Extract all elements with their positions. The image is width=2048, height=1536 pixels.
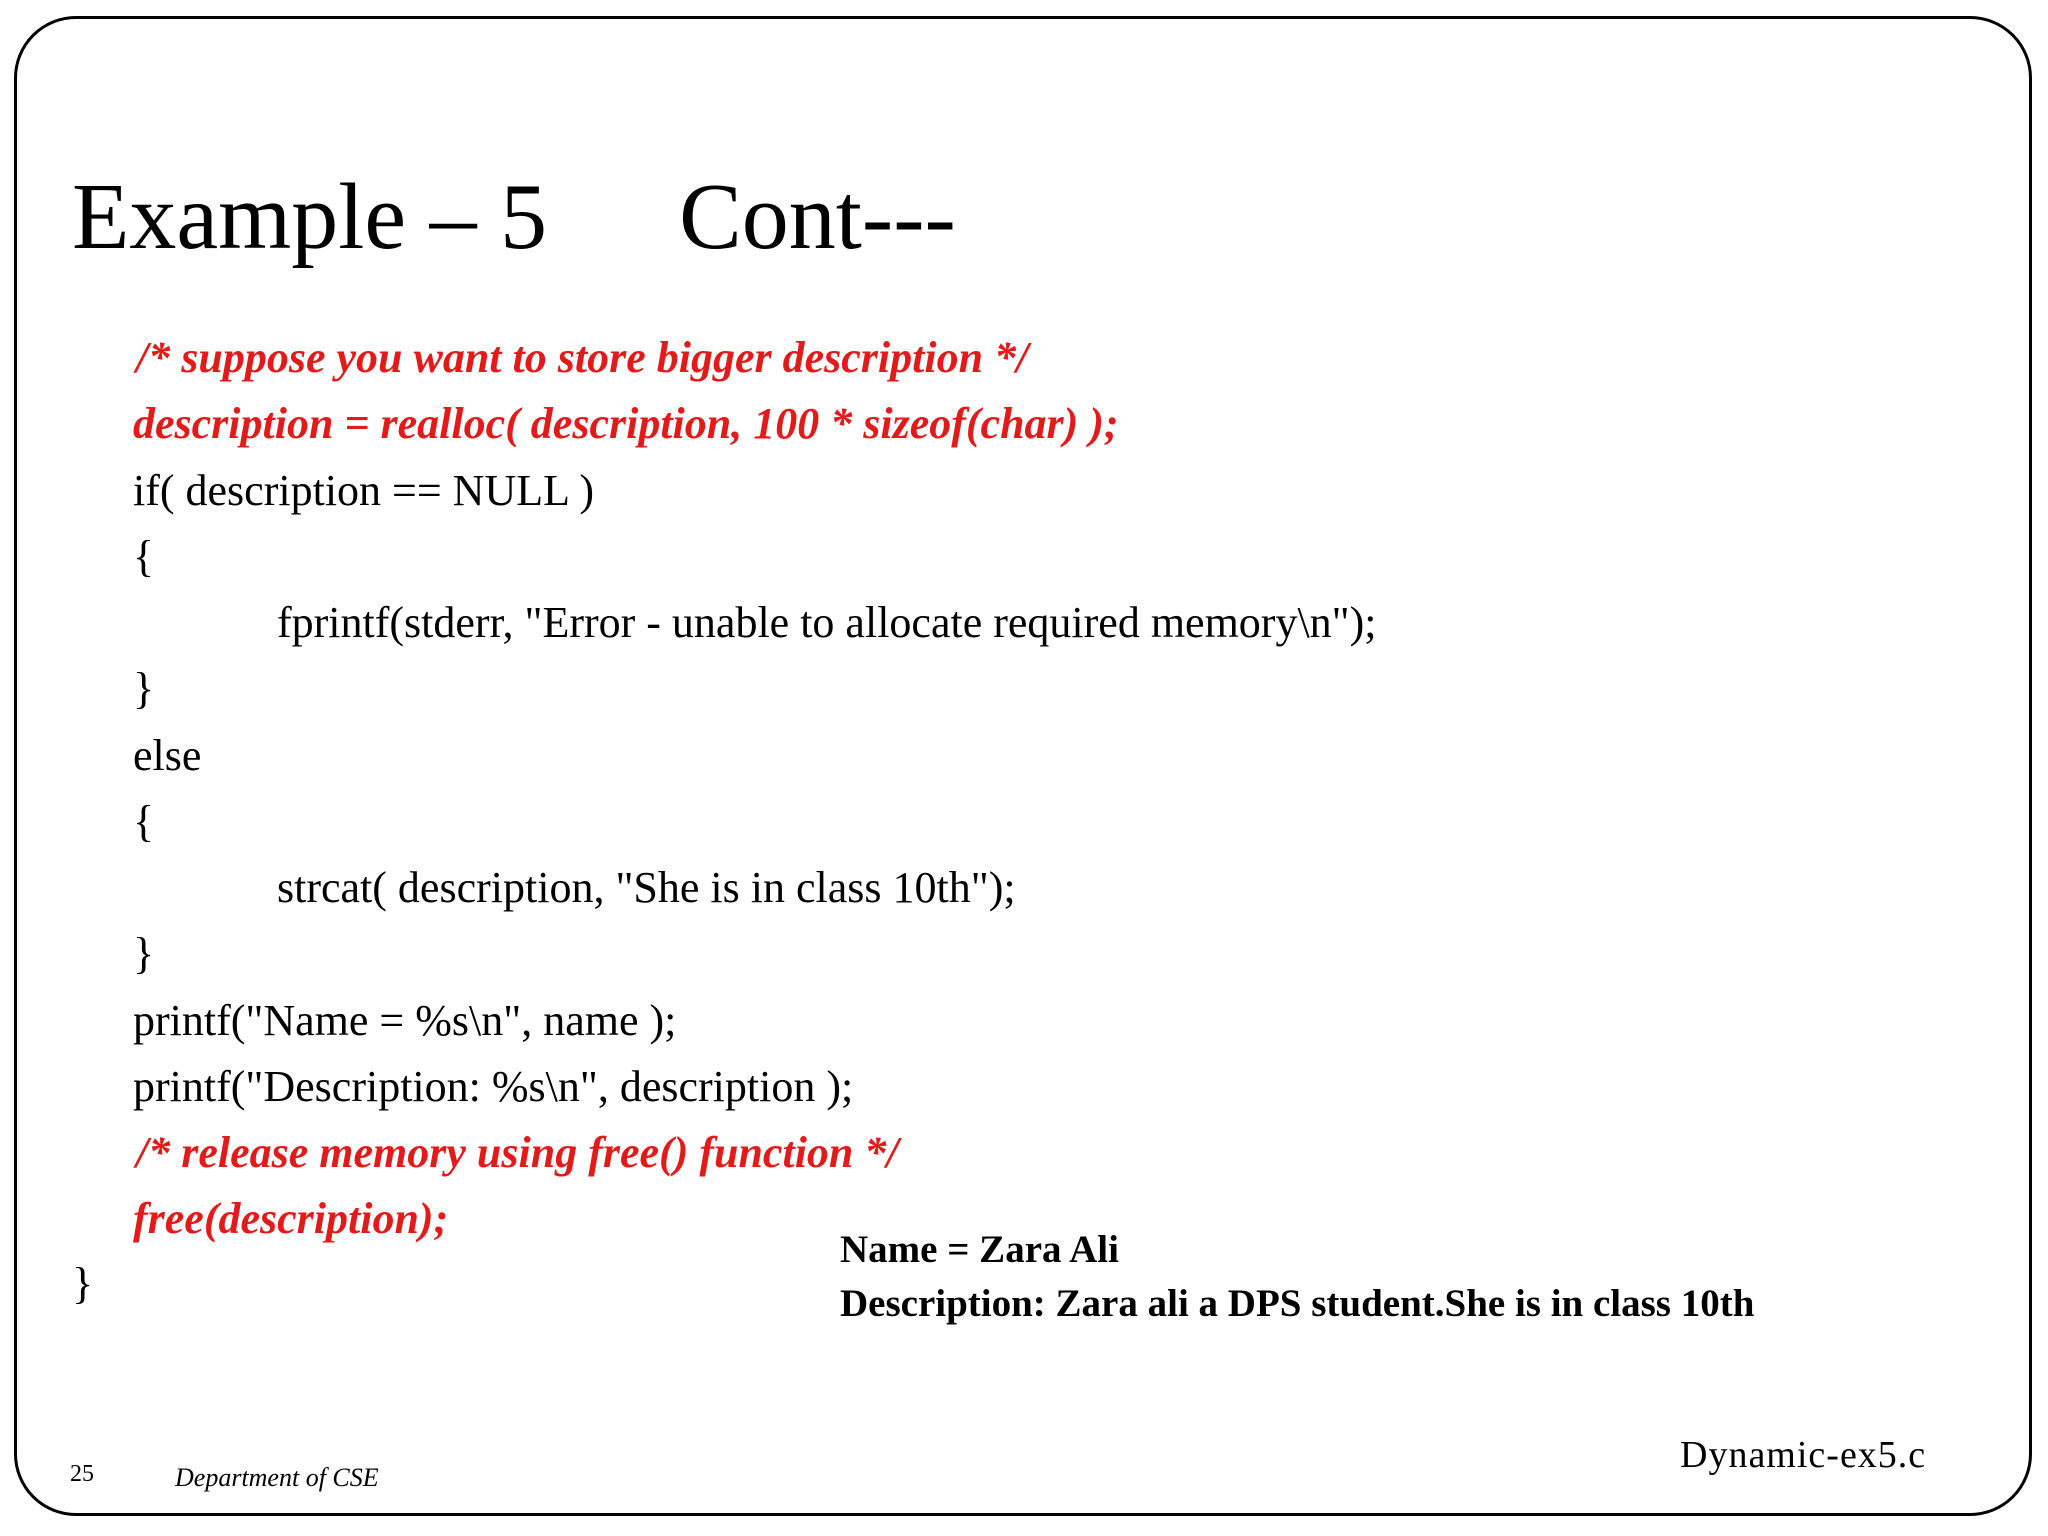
code-close-brace: } [133,929,155,978]
code-open-brace: { [133,532,155,581]
code-printf-name: printf("Name = %s\n", name ); [133,996,677,1045]
code-fprintf-call: fprintf(stderr, "Error - unable to allocate required memory\n"); [277,598,1377,647]
code-else-keyword: else [133,731,202,780]
code-strcat-call: strcat( description, "She is in class 10th"); [277,863,1016,912]
source-file-name: Dynamic-ex5.c [1680,1434,1927,1476]
code-free-call: free(description); [133,1194,449,1243]
code-open-brace: { [133,797,155,846]
code-comment-free: /* release memory using free() function */ [136,1128,899,1177]
slide-number: 25 [70,1461,94,1487]
code-final-brace: } [72,1259,94,1308]
department-label: Department of CSE [175,1463,379,1492]
output-name-line: Name = Zara Ali [840,1228,1119,1271]
slide-title [72,165,956,269]
code-close-brace: } [133,664,155,713]
title-main: Example – 5 [72,165,548,269]
code-printf-description: printf("Description: %s\n", description ); [133,1062,854,1111]
code-if-statement: if( description == NULL ) [133,466,594,515]
code-realloc-call: description = realloc( description, 100 * sizeof(char) ); [133,399,1119,448]
title-suffix: Cont--- [679,165,956,269]
code-comment-realloc: /* suppose you want to store bigger description */ [136,333,1029,382]
output-description-line: Description: Zara ali a DPS student.She is in class 10th [840,1282,1755,1325]
